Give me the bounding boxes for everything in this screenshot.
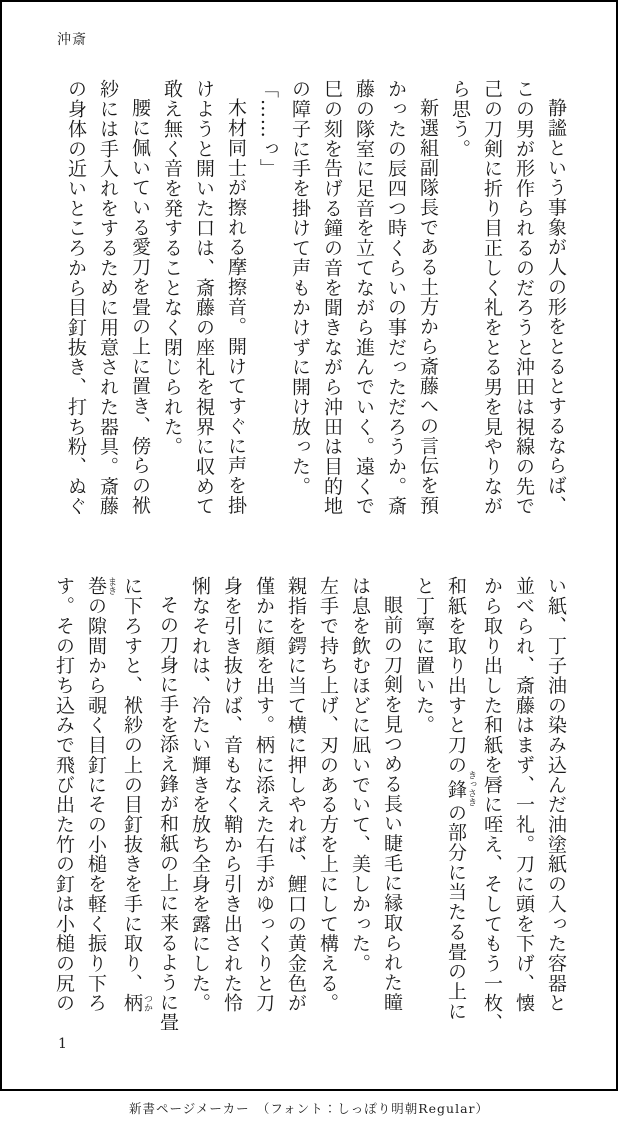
- text-line: その刀身に手を添え鋒が和紙の上に来るように畳: [157, 595, 179, 1032]
- text-line: 悧なそれは、冷たい輝きを放ち全身を露にした。: [189, 576, 211, 1013]
- page-number: 1: [58, 1036, 67, 1052]
- text-line: けようと開いた口は、斎藤の座礼を視界に収めて: [193, 79, 215, 516]
- text-line: と丁寧に置いた。: [413, 576, 435, 735]
- text-line: 親指を鍔に当て横に押しやれば、鯉口の黄金色が: [285, 576, 307, 1013]
- text-line: 己の刀剣に折り目正しく礼をとる男を見やりなが: [481, 79, 503, 516]
- page-header-title: 沖斎: [57, 32, 87, 48]
- text-line: ら思う。: [449, 79, 471, 159]
- text-block-lower: [48, 576, 572, 1032]
- text-line: 腰に佩いている愛刀を畳の上に置き、傍らの袱: [129, 98, 151, 515]
- text-line: 木材同士が擦れる摩擦音。開けてすぐに声を掛: [225, 98, 247, 515]
- text-line: は息を飲むほどに凪いでいて、美しかった。: [349, 576, 371, 974]
- text-line: 巳の刻を告げる鐘の音を聞きながら沖田は目的地: [321, 79, 343, 516]
- text-line: この男が形作られるのだろうと沖田は視線の先で: [513, 79, 535, 516]
- text-line: 眼前の刀剣を見つめる長い睫毛に縁取られた瞳: [381, 595, 403, 1012]
- ruby-annotation: 柄 つか: [121, 992, 152, 1013]
- text-line: 紗には手入れをするために用意された器具。斎藤: [97, 79, 119, 516]
- text-line: 左手で持ち上げ、刃のある方を上にして構える。: [317, 576, 339, 1013]
- text-line: の身体の近いところから目釘抜き、打ち粉、ぬぐ: [65, 79, 87, 516]
- ruby-annotation: 巻 まき: [85, 576, 116, 596]
- text-line: 並べられ、斎藤はまず、一礼。刀に頭を下げ、懐: [513, 576, 535, 1013]
- text-line: 静謐という事象が人の形をとるとするならば、: [545, 98, 567, 515]
- text-line: の障子に手を掛けて声もかけずに開け放った。: [289, 79, 311, 496]
- text-line: 敢え無く音を発することなく閉じられた。: [161, 79, 183, 457]
- text-line: 新選組副隊長である土方から斎藤への言伝を預: [417, 98, 439, 515]
- text-line: 「……っ」: [257, 79, 279, 179]
- text-line: 身を引き抜けば、音もなく鞘から引き出された怜: [221, 576, 243, 1013]
- text-line: 僅かに顔を出す。柄に添えた右手がゆっくりと刀: [253, 576, 275, 1013]
- text-line: す。その打ち込みで飛び出た竹の釘は小槌の尻の: [53, 576, 75, 1013]
- footer-caption: 新書ページメーカー （フォント：しっぽり明朝Regular）: [128, 1101, 490, 1116]
- text-line: から取り出した和紙を唇に咥え、そしてもう一枚、: [481, 576, 503, 1033]
- text-line: に下ろすと、袱紗の上の目釘抜きを手に取り、柄 つか: [121, 576, 152, 1013]
- ruby-annotation: 鋒 きっさき: [445, 770, 476, 807]
- text-line: 藤の隊室に足音を立てながら進んでいく。遠くで: [353, 79, 375, 516]
- text-line: かったの辰四つ時くらいの事だっただろうか。斎: [385, 79, 407, 516]
- text-line: 和紙を取り出すと刀の鋒 きっさきの部分に当たる畳の上に: [445, 576, 476, 1021]
- text-line: 巻 まきの隙間から覗く目釘にその小槌を軽く振り下ろ: [85, 576, 116, 1013]
- text-block-upper: [60, 79, 572, 535]
- text-line: い紙、丁子油の染み込んだ油塗紙の入った容器と: [545, 576, 567, 1013]
